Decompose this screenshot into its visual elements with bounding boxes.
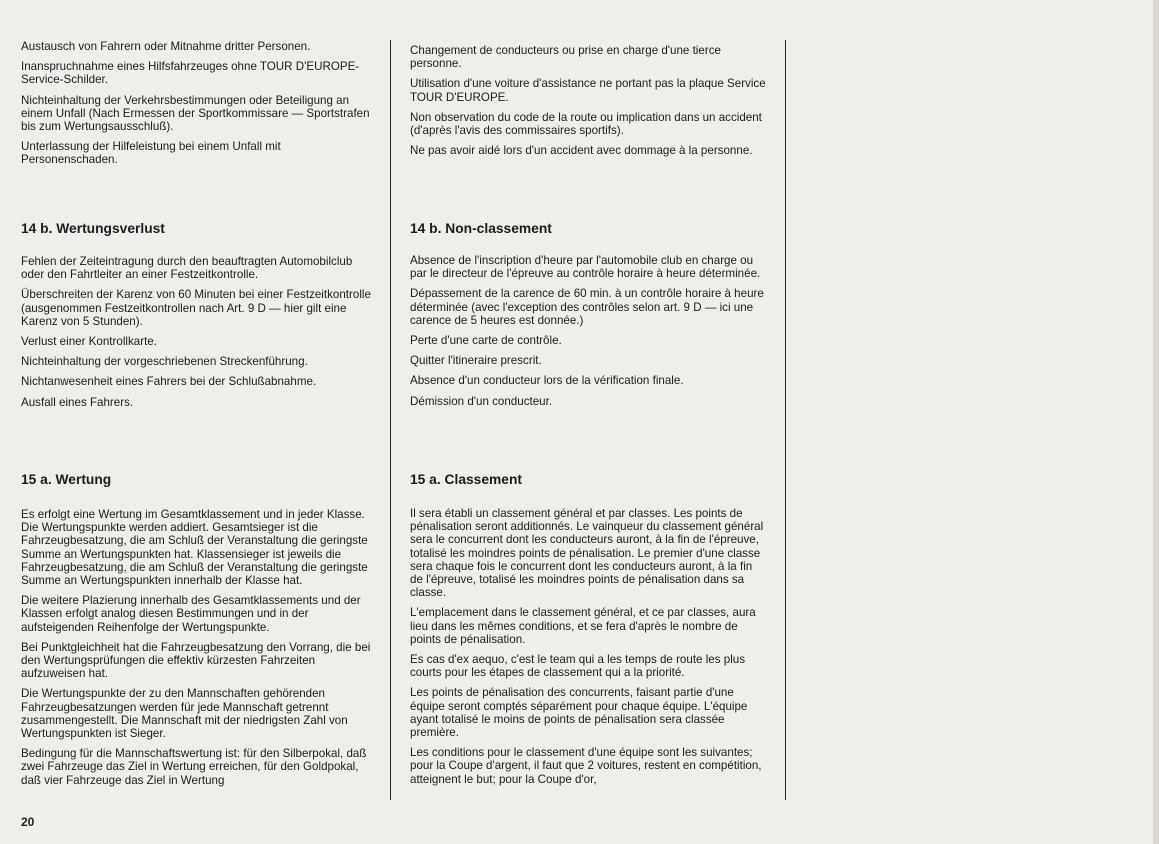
paragraph: Es erfolgt eine Wertung im Gesamtklassement und in jeder Klasse. Die Wertungspunkte werden addiert. Gesamtsieger ist die Fahrzeugbesatzung, die am Schluß der Veranstaltung die geringste Summe an Wertungspunkten hat. Klassensieger ist jeweils die Fahrzeugbesatzung, die am Schluß der Veranstaltung die geringste Summe an Wertungspunkten innerhalb der Klasse hat. [21, 508, 368, 588]
paragraph: Dépassement de la carence de 60 min. à un contrôle horaire à heure déterminée (avec l'exception des contrôles selon art. 9 D — ici une carence de 5 heures est donnée.) [410, 287, 764, 327]
paragraph: Quitter l'itineraire prescrit. [410, 354, 542, 368]
paragraph: Die Wertungspunkte der zu den Mannschaften gehörenden Fahrzeugbesatzungen werden für jede Mannschaft getrennt zusammengestellt. Die Mannschaft mit der niedrigsten Zahl von Wertungspunkten ist Sieger. [21, 687, 348, 741]
paragraph: Ne pas avoir aidé lors d'un accident avec dommage à la personne. [410, 144, 753, 158]
section-body [21, 255, 377, 416]
page-number: 20 [21, 815, 35, 829]
paragraph: Utilisation d'une voiture d'assistance ne portant pas la plaque Service TOUR D'EUROPE. [410, 77, 766, 104]
paragraph: Non observation du code de la route ou implication dans un accident (d'après l'avis des commissaires sportifs). [410, 110, 762, 138]
paragraph: Perte d'une carte de contrôle. [410, 334, 562, 348]
paragraph: Bedingung für die Mannschaftswertung ist: für den Silberpokal, daß zwei Fahrzeuge das Ziel in Wertung erreichen, für den Goldpokal, daß vier Fahrzeuge das Ziel in Wertung [21, 747, 367, 787]
paragraph: Inanspruchnahme eines Hilfsfahrzeuges ohne TOUR D'EUROPE-Service-Schilder. [21, 60, 360, 87]
section-penalties [21, 40, 377, 174]
section-heading: 14 b. Wertungsverlust [21, 221, 165, 236]
paragraph: Nichtanwesenheit eines Fahrers bei der Schlußabnahme. [21, 375, 317, 389]
paragraph: Absence de l'inscription d'heure par l'automobile club en charge ou par le directeur de l'épreuve au contrôle horaire à heure déterminée. [410, 254, 761, 281]
paragraph: Il sera établi un classement général et par classes. Les points de pénalisation seront additionnés. Le vainqueur du classement général sera le concurrent dont les conducteurs auront, à la fin de l'épreuve, totalisé les moindres points de pénalisation. Le premier d'une classe sera chaque fois le concurrent dont les conducteurs auront, à la fin de l'épreuve, totalisé les moindres points de pénalisation dans sa classe. [410, 507, 764, 600]
column-divider [390, 40, 391, 800]
section-penalties [410, 44, 766, 164]
paragraph: Changement de conducteurs ou prise en charge d'une tierce personne. [410, 44, 721, 71]
paragraph: Die weitere Plazierung innerhalb des Gesamtklassements und der Klassen erfolgt analog diesen Bestimmungen und in der aufsteigenden Reihenfolge der Wertungspunkte. [21, 594, 361, 634]
paragraph: Es cas d'ex aequo, c'est le team qui a les temps de route les plus courts pour les étapes de classement qui a la priorité. [410, 653, 746, 680]
paragraph: Überschreiten der Karenz von 60 Minuten bei einer Festzeitkontrolle (ausgenommen Festzeitkontrollen nach Art. 9 D — hier gilt eine Karenz von 5 Stunden). [21, 288, 371, 328]
section-body [410, 507, 766, 793]
paragraph: Unterlassung der Hilfeleistung bei einem Unfall mit Personenschaden. [21, 140, 281, 167]
paragraph: Verlust einer Kontrollkarte. [21, 335, 157, 349]
section-body [21, 508, 377, 794]
paragraph: L'emplacement dans le classement général, et ce par classes, aura lieu dans les mêmes conditions, et se fera d'après le nombre de points de pénalisation. [410, 606, 756, 646]
column-divider [785, 40, 786, 800]
paragraph: Fehlen der Zeiteintragung durch den beauftragten Automobilclub oder den Fahrtleiter an einer Festzeitkontrolle. [21, 255, 353, 282]
section-heading: 15 a. Wertung [21, 472, 112, 487]
page-edge-shadow [1153, 0, 1159, 844]
section-heading: 15 a. Classement [410, 472, 522, 487]
section-heading: 14 b. Non-classement [410, 221, 552, 236]
paragraph: Absence d'un conducteur lors de la vérification finale. [410, 374, 684, 388]
paragraph: Démission d'un conducteur. [410, 394, 553, 408]
paragraph: Ausfall eines Fahrers. [21, 395, 134, 409]
section-body [410, 254, 766, 415]
paragraph: Les conditions pour le classement d'une équipe sont les suivantes; pour la Coupe d'argent, il faut que 2 voitures, restent en compétition, atteignent le but; pour la Coupe d'or, [410, 746, 762, 786]
paragraph: Bei Punktgleichheit hat die Fahrzeugbesatzung den Vorrang, die bei den Wertungsprüfungen die effektiv kürzesten Fahrzeiten aufzuweisen hat. [21, 640, 371, 681]
paragraph: Nichteinhaltung der Verkehrsbestimmungen oder Beteiligung an einem Unfall (Nach Ermessen der Sportkommissare — Sportstrafen bis zum Wertungsausschluß). [21, 93, 370, 134]
paragraph: Austausch von Fahrern oder Mitnahme dritter Personen. [21, 40, 311, 53]
paragraph: Les points de pénalisation des concurrents, faisant partie d'une équipe seront comptés séparément pour chaque équipe. L'équipe ayant totalisé le moins de points de pénalisation sera classée première. [410, 686, 748, 740]
paragraph: Nichteinhaltung der vorgeschriebenen Streckenführung. [21, 355, 308, 369]
